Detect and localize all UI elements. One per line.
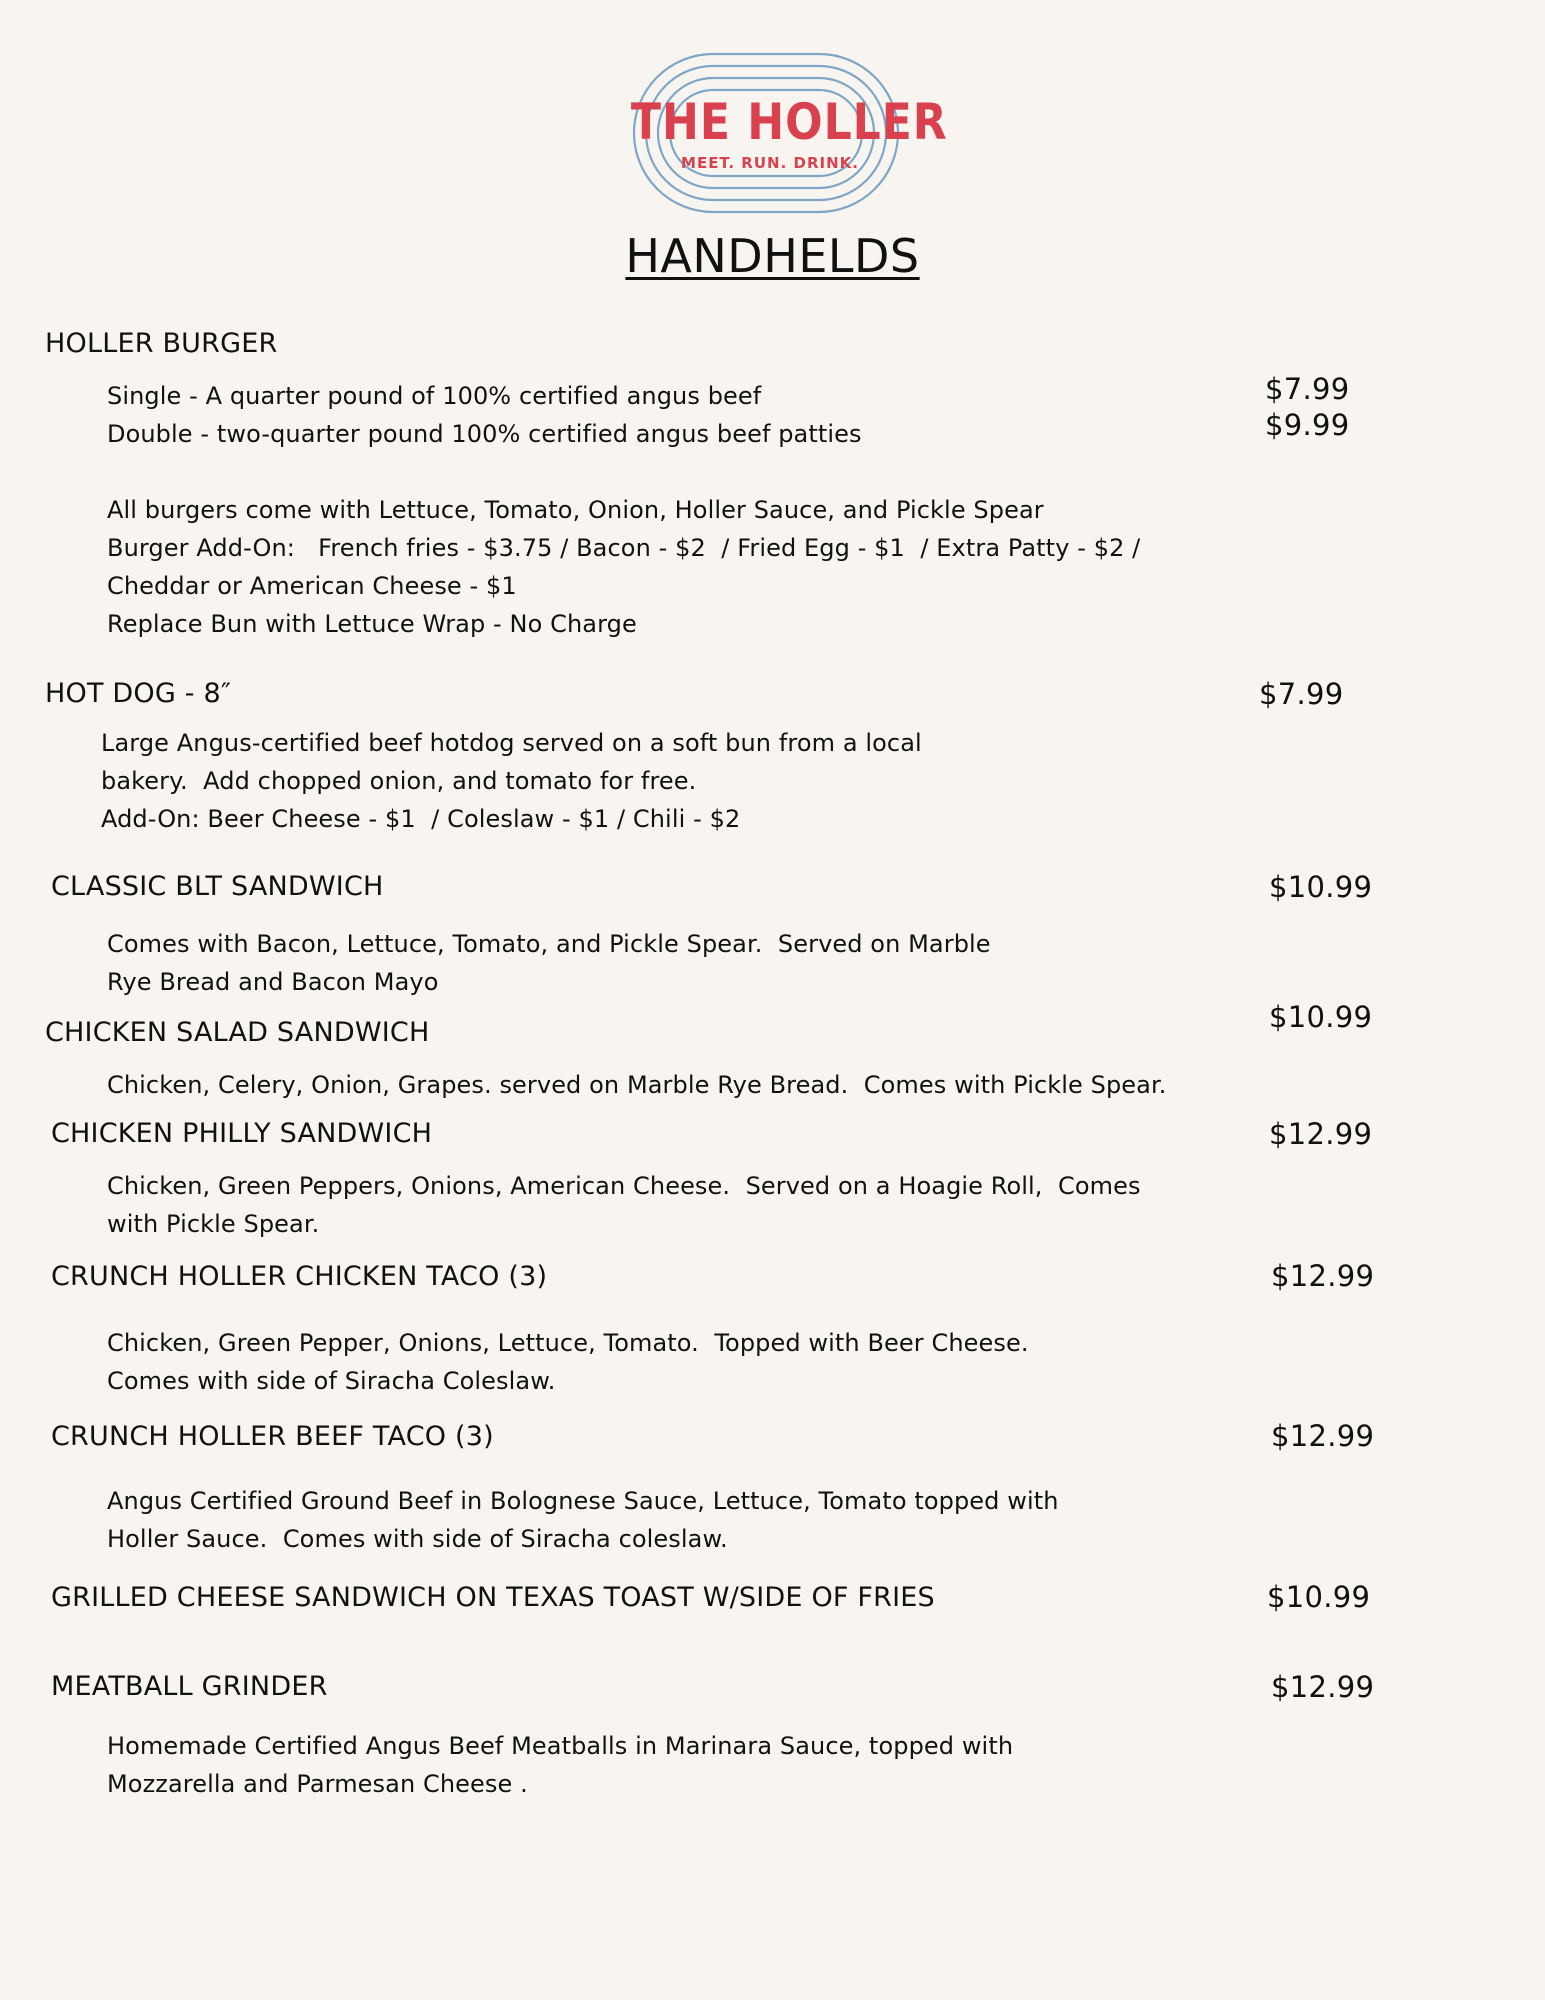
hot-dog-addons: Add-On: Beer Cheese - $1 / Coleslaw - $1 / Chili - $2 (101, 805, 741, 833)
price-blt: $10.99 (1269, 870, 1373, 904)
chicken-taco-desc-2: Comes with side of Siracha Coleslaw. (107, 1367, 556, 1395)
hot-dog-desc-2: bakery. Add chopped onion, and tomato for free. (101, 767, 697, 795)
price-chicken-taco: $12.99 (1271, 1259, 1375, 1293)
item-name-chicken-salad: CHICKEN SALAD SANDWICH (45, 1017, 430, 1048)
price-chicken-salad: $10.99 (1269, 1000, 1373, 1034)
price-meatball-grinder: $12.99 (1271, 1670, 1375, 1704)
burger-bun-note: Replace Bun with Lettuce Wrap - No Charge (107, 610, 637, 638)
price-burger-double: $9.99 (1265, 408, 1350, 442)
chicken-taco-desc-1: Chicken, Green Pepper, Onions, Lettuce, Tomato. Topped with Beer Cheese. (107, 1329, 1029, 1357)
chicken-salad-desc: Chicken, Celery, Onion, Grapes. served on Marble Rye Bread. Comes with Pickle Spear. (107, 1071, 1167, 1099)
beef-taco-desc-1: Angus Certified Ground Beef in Bolognese Sauce, Lettuce, Tomato topped with (107, 1487, 1059, 1515)
meatball-desc-1: Homemade Certified Angus Beef Meatballs in Marinara Sauce, topped with (107, 1732, 1014, 1760)
price-grilled-cheese: $10.99 (1267, 1580, 1371, 1614)
item-name-chicken-philly: CHICKEN PHILLY SANDWICH (51, 1118, 433, 1149)
holler-logo (628, 50, 948, 216)
burger-addons-cont: Cheddar or American Cheese - $1 (107, 572, 517, 600)
price-hot-dog: $7.99 (1259, 677, 1344, 711)
price-chicken-philly: $12.99 (1269, 1117, 1373, 1151)
chicken-philly-desc-2: with Pickle Spear. (107, 1210, 320, 1238)
logo-name: THE HOLLER (630, 93, 948, 151)
burger-option-single: Single - A quarter pound of 100% certified angus beef (107, 382, 762, 410)
item-name-holler-burger: HOLLER BURGER (45, 328, 278, 359)
item-name-hot-dog: HOT DOG - 8″ (45, 678, 232, 709)
burger-addons: Burger Add-On: French fries - $3.75 / Bacon - $2 / Fried Egg - $1 / Extra Patty - $2 / (107, 534, 1141, 562)
beef-taco-desc-2: Holler Sauce. Comes with side of Siracha coleslaw. (107, 1525, 728, 1553)
hot-dog-desc-1: Large Angus-certified beef hotdog served on a soft bun from a local (101, 729, 922, 757)
item-name-grilled-cheese: GRILLED CHEESE SANDWICH ON TEXAS TOAST W/SIDE OF FRIES (51, 1582, 935, 1613)
logo-tagline: MEET. RUN. DRINK. (681, 154, 859, 172)
page-title: HANDHELDS (625, 229, 920, 283)
price-beef-taco: $12.99 (1271, 1419, 1375, 1453)
item-name-meatball-grinder: MEATBALL GRINDER (51, 1671, 328, 1702)
burger-note: All burgers come with Lettuce, Tomato, Onion, Holler Sauce, and Pickle Spear (107, 496, 1044, 524)
chicken-philly-desc-1: Chicken, Green Peppers, Onions, American Cheese. Served on a Hoagie Roll, Comes (107, 1172, 1141, 1200)
blt-desc-1: Comes with Bacon, Lettuce, Tomato, and Pickle Spear. Served on Marble (107, 930, 991, 958)
item-name-blt: CLASSIC BLT SANDWICH (51, 871, 384, 902)
item-name-chicken-taco: CRUNCH HOLLER CHICKEN TACO (3) (51, 1261, 548, 1292)
burger-option-double: Double - two-quarter pound 100% certified angus beef patties (107, 420, 862, 448)
blt-desc-2: Rye Bread and Bacon Mayo (107, 968, 439, 996)
price-burger-single: $7.99 (1265, 372, 1350, 406)
meatball-desc-2: Mozzarella and Parmesan Cheese . (107, 1770, 528, 1798)
item-name-beef-taco: CRUNCH HOLLER BEEF TACO (3) (51, 1421, 494, 1452)
